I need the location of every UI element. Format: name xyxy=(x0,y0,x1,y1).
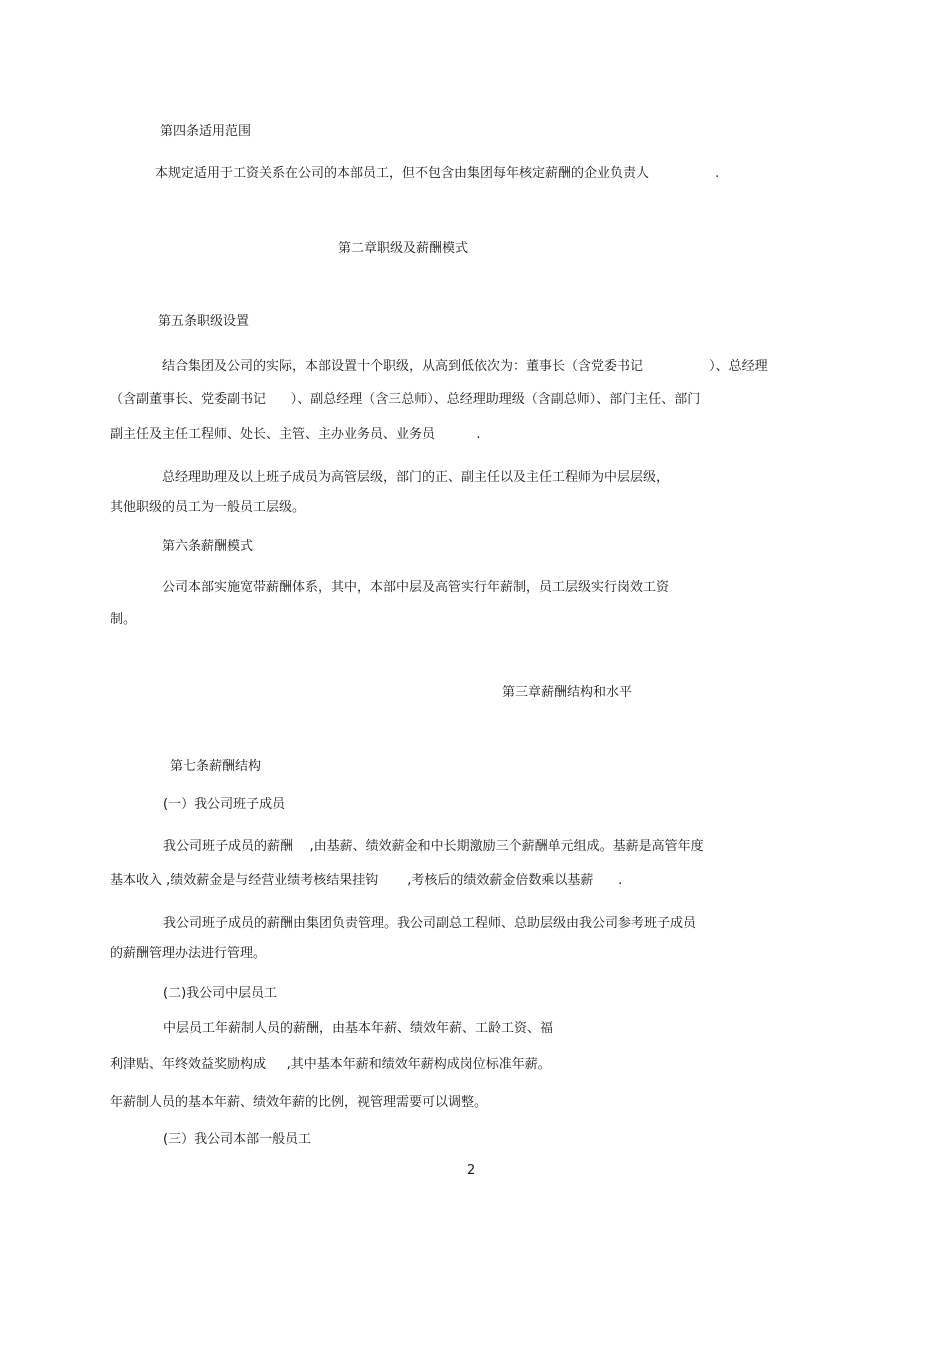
article-6-line1: 公司本部实施宽带薪酬体系，其中，本部中层及高管实行年薪制，员工层级实行岗效工资 xyxy=(162,580,670,595)
section-2-line3: 年薪制人员的基本年薪、绩效年薪的比例，视管理需要可以调整。 xyxy=(110,1095,488,1110)
section-1-para2-line2: 的薪酬管理办法进行管理。 xyxy=(110,946,267,961)
chapter-2-title: 第二章职级及薪酬模式 xyxy=(338,241,469,256)
article-4-text: 本规定适用于工资关系在公司的本部员工，但不包含由集团每年核定薪酬的企业负责人 . xyxy=(155,166,720,181)
article-4-title: 第四条适用范围 xyxy=(160,124,252,139)
article-6-title: 第六条薪酬模式 xyxy=(162,539,254,554)
article-5-para2-line2: 其他职级的员工为一般员工层级。 xyxy=(110,500,306,515)
article-6-line2: 制。 xyxy=(110,612,137,627)
section-2-line1: 中层员工年薪制人员的薪酬，由基本年薪、绩效年薪、工龄工资、福 xyxy=(163,1021,554,1036)
section-1-para1-line1: 我公司班子成员的薪酬 ,由基薪、绩效薪金和中长期激励三个薪酬单元组成。基薪是高管年度 xyxy=(163,839,704,854)
section-2-line2: 利津贴、年终效益奖励构成 ,其中基本年薪和绩效年薪构成岗位标准年薪。 xyxy=(110,1057,551,1072)
article-5-title: 第五条职级设置 xyxy=(158,314,250,329)
article-7-title: 第七条薪酬结构 xyxy=(170,759,262,774)
section-3-title: (三）我公司本部一般员工 xyxy=(163,1132,312,1147)
section-1-para1-line2: 基本收入 ,绩效薪金是与经营业绩考核结果挂钩 ,考核后的绩效薪金倍数乘以基薪 . xyxy=(110,873,623,888)
section-2-title: (二)我公司中层员工 xyxy=(163,986,278,1001)
article-5-para1-line2: （含副董事长、党委副书记 ）、副总经理（含三总师）、总经理助理级（含副总师）、部门主任、部门 xyxy=(110,392,701,407)
chapter-3-title: 第三章薪酬结构和水平 xyxy=(502,685,633,700)
page-number: 2 xyxy=(467,1163,476,1178)
section-1-title: (一）我公司班子成员 xyxy=(163,797,286,812)
article-5-para1-line1: 结合集团及公司的实际，本部设置十个职级，从高到低依次为：董事长（含党委书记 ）、总经理 xyxy=(162,359,768,374)
section-1-para2-line1: 我公司班子成员的薪酬由集团负责管理。我公司副总工程师、总助层级由我公司参考班子成员 xyxy=(163,916,697,931)
article-5-para1-line3: 副主任及主任工程师、处长、主管、主办业务员、业务员 . xyxy=(110,427,481,442)
article-5-para2-line1: 总经理助理及以上班子成员为高管层级，部门的正、副主任以及主任工程师为中层层级， xyxy=(162,470,670,485)
